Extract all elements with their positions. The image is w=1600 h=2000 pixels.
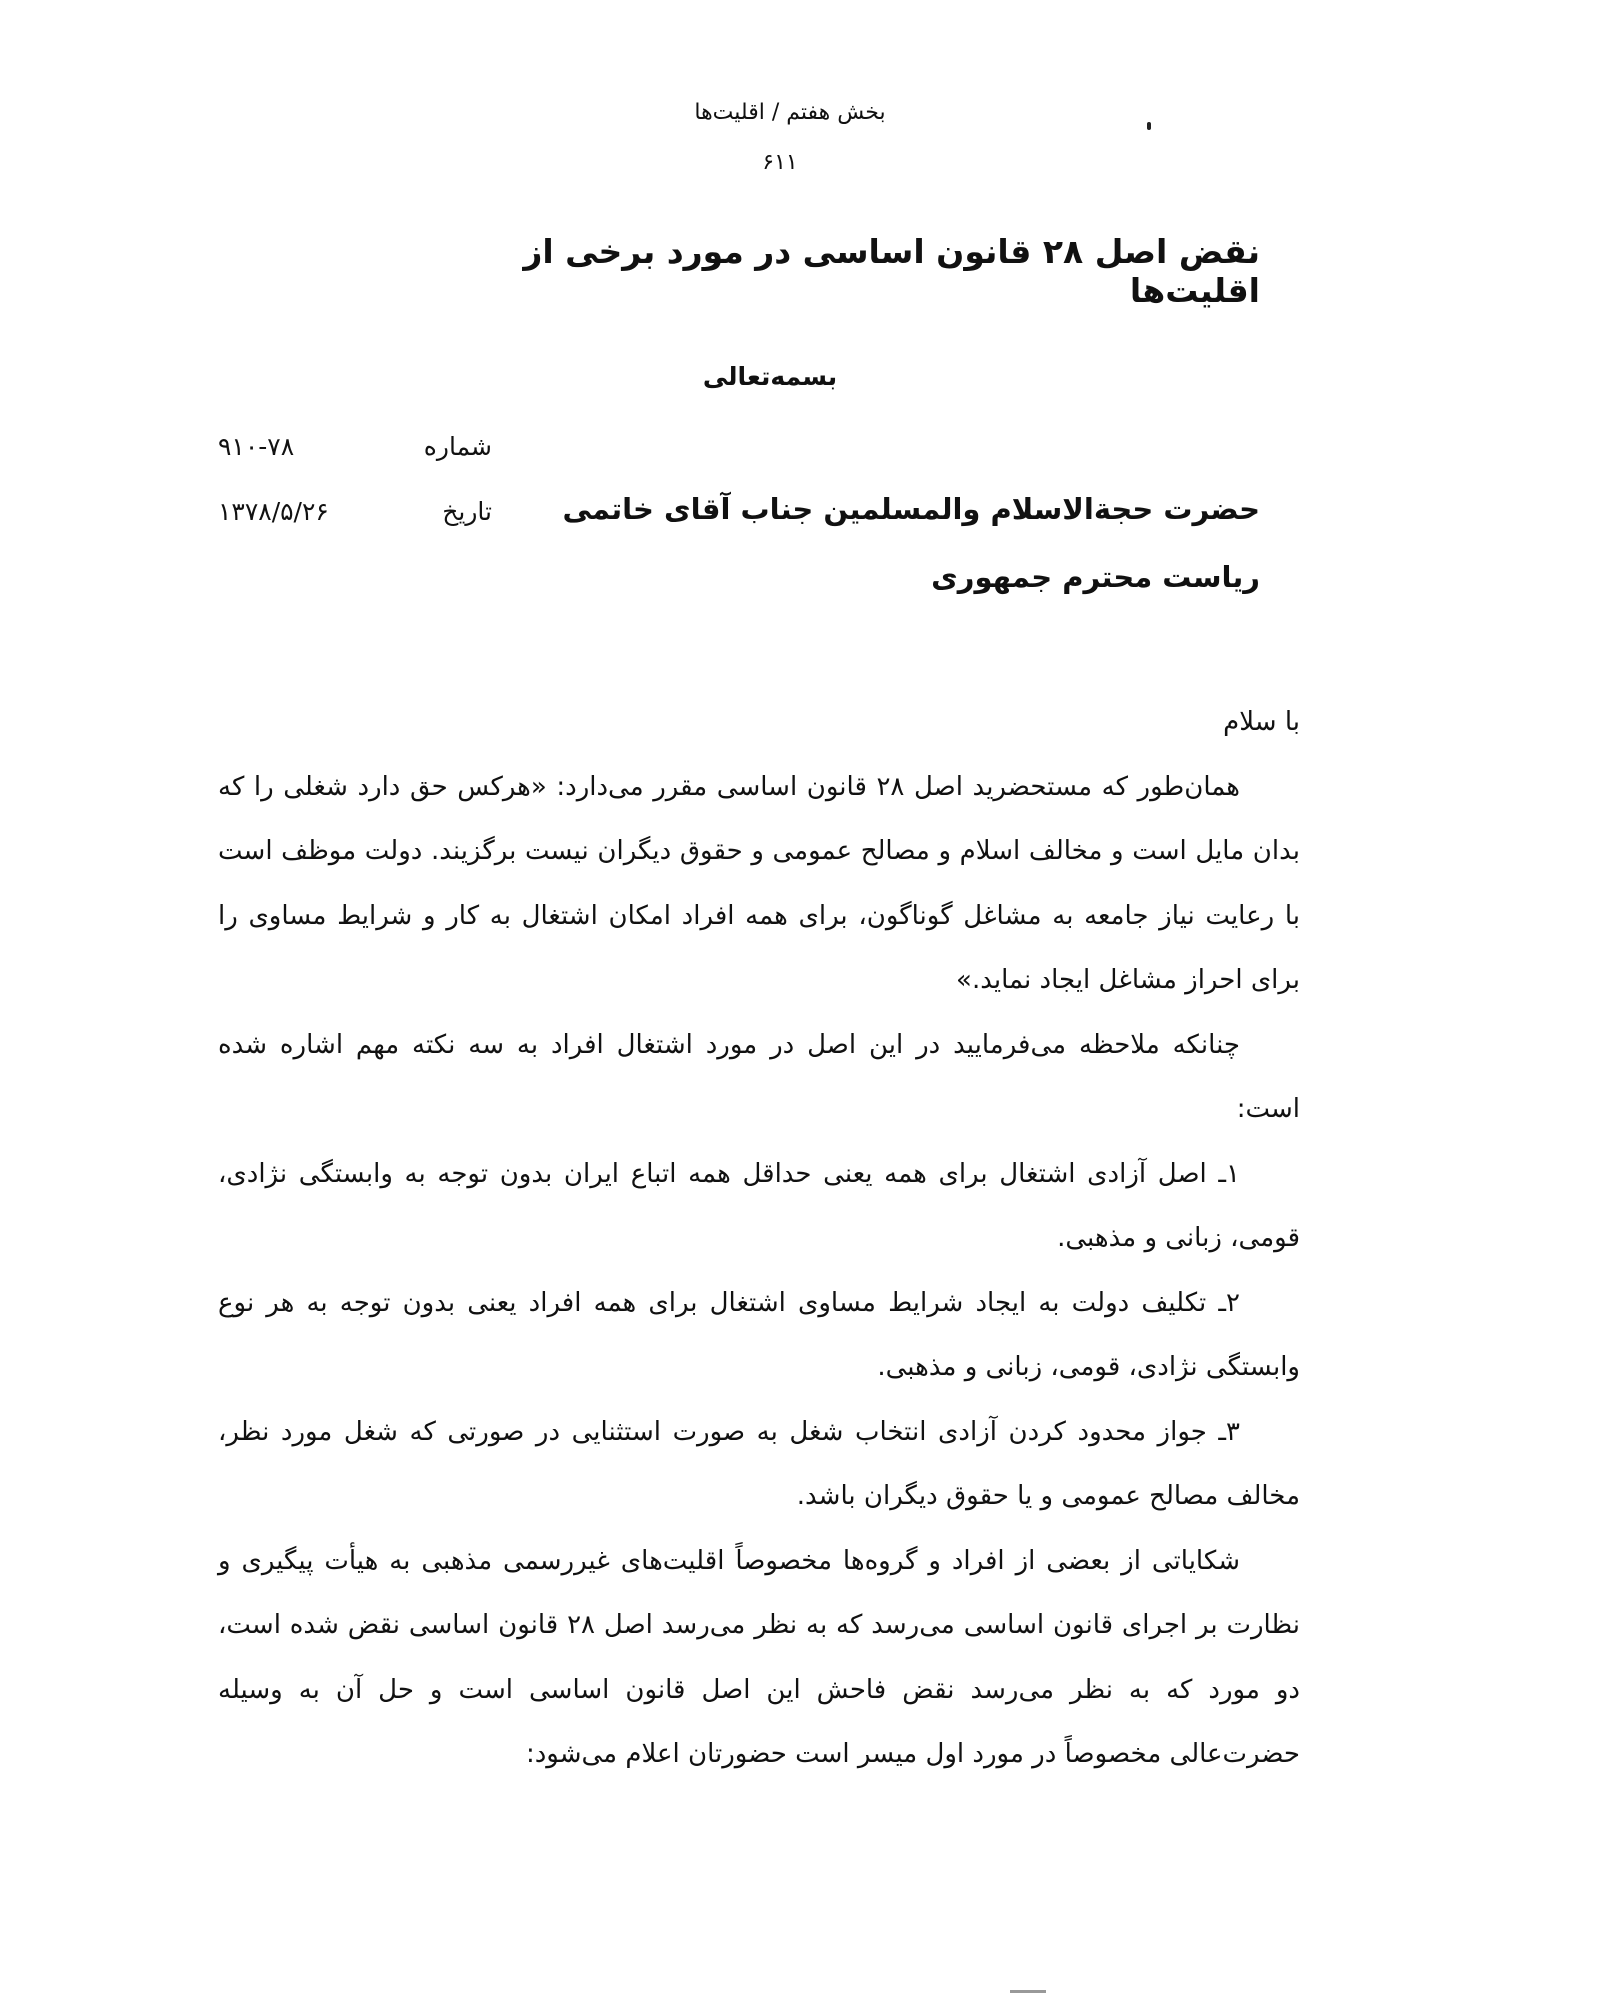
list-item-1: ۱ـ اصل آزادی اشتغال برای همه یعنی حداقل همه اتباع ایران بدون توجه به وابستگی نژادی، قومی، زبانی و مذهبی. [218, 1158, 1300, 1253]
paragraph-3: شکایاتی از بعضی از افراد و گروه‌ها مخصوصاً اقلیت‌های غیررسمی مذهبی به هیأت پیگیری و نظارت بر اجرای قانون اساسی می‌رسد که به نظر می‌رسد اصل ۲۸ قانون اساسی نقض شده است، دو مورد که به نظر می‌رسد نقض فاحش این اصل قانون اساسی است و حل آن به وسیله حضرت‌عالی مخصوصاً در مورد اول میسر است حضورتان اعلام می‌شود: [218, 1545, 1300, 1769]
date-value: ۱۳۷۸/۵/۲۶ [218, 497, 329, 526]
greeting: با سلام [1223, 707, 1300, 737]
invocation: بسمه‌تعالی [702, 362, 838, 391]
date-label: تاریخ [442, 497, 492, 526]
number-label: شماره [423, 432, 492, 461]
running-head: بخش هفتم / اقلیت‌ها [694, 100, 886, 125]
document-title: نقض اصل ۲۸ قانون اساسی در مورد برخی از اقلیت‌ها [523, 232, 1260, 310]
page-number: ۶۱۱ [762, 150, 798, 175]
addressee-line-1: حضرت حجة‌الاسلام والمسلمین جناب آقای خاتمی [562, 492, 1260, 526]
paragraph-1: همان‌طور که مستحضرید اصل ۲۸ قانون اساسی مقرر می‌دارد: «هرکس حق دارد شغلی را که بدان مایل است و مخالف اسلام و مصالح عمومی و حقوق دیگران نیست برگزیند. دولت موظف است با رعایت نیاز جامعه به مشاغل گوناگون، برای همه افراد امکان اشتغال به کار و شرایط مساوی را برای احراز مشاغل ایجاد نماید.» [218, 771, 1300, 995]
list-item-3: ۳ـ جواز محدود کردن آزادی انتخاب شغل به صورت استثنایی در صورتی که شغل مورد نظر، مخالف مصالح عمومی و یا حقوق دیگران باشد. [218, 1416, 1300, 1511]
addressee-line-2: ریاست محترم جمهوری [931, 560, 1260, 594]
scan-speck [1147, 122, 1151, 130]
scan-mark [1010, 1990, 1046, 1993]
number-value: ۹۱۰-۷۸ [218, 432, 295, 461]
letter-body [218, 690, 1300, 1787]
list-item-2: ۲ـ تکلیف دولت به ایجاد شرایط مساوی اشتغال برای همه افراد یعنی بدون توجه به هر نوع وابستگی نژادی، قومی، زبانی و مذهبی. [218, 1287, 1300, 1382]
paragraph-2: چنانکه ملاحظه می‌فرمایید در این اصل در مورد اشتغال افراد به سه نکته مهم اشاره شده است: [218, 1029, 1300, 1124]
